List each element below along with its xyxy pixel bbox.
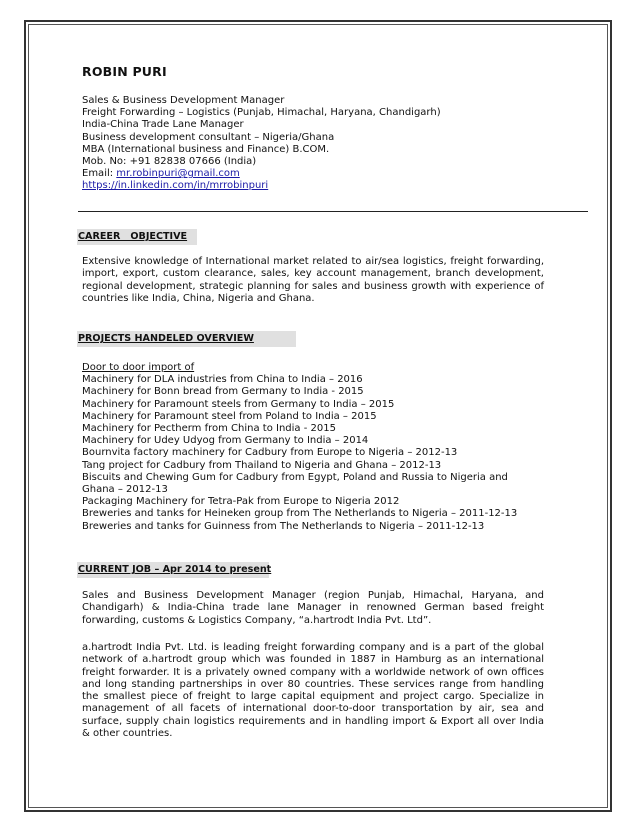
candidate-name: ROBIN PURI (82, 64, 167, 79)
education-line: MBA (International business and Finance) B.COM. (82, 143, 330, 155)
header-divider (78, 211, 588, 212)
company-description: a.hartrodt India Pvt. Ltd. is leading freight forwarding company and is a part of the global network of a.hartrodt group which was founded in 1887 in Hamburg as an international freight forwarder. It is a privately owned company with a worldwide network of own offices and long standing partnerships in over 80 countries. These services range from handling the smallest piece of freight to large capital equipment and project cargo. Specialize in management of all facets of international door-to-door transportation by air, sea and surface, supply chain logistics requirements and in handling import & Export all over India & other countries. (82, 642, 544, 740)
job-title: Sales & Business Development Manager (82, 95, 285, 106)
freight-line: Freight Forwarding – Logistics (Punjab, Himachal, Haryana, Chandigarh) (82, 107, 441, 119)
consultant-line: Business development consultant – Nigeria/Ghana (82, 131, 335, 143)
email-link[interactable]: mr.robinpuri@gmail.com (116, 168, 240, 180)
list-item: Machinery for Pectherm from China to India - 2015 (82, 423, 336, 435)
linkedin-link[interactable]: https://in.linkedin.com/in/mrrobinpuri (82, 180, 269, 192)
career-objective-heading-text: CAREER OBJECTIVE (78, 231, 188, 242)
contact-block (82, 95, 441, 193)
projects-intro: Door to door import of (82, 362, 195, 373)
career-objective-text: Extensive knowledge of International market related to air/sea logistics, freight forwarding, import, export, custom clearance, sales, key account management, branch development, regional development, strategic planning for sales and business growth with experience of countries like India, China, Nigeria and Ghana. (82, 256, 544, 304)
list-item: Bournvita factory machinery for Cadbury from Europe to Nigeria – 2012-13 (82, 447, 458, 459)
list-item: Machinery for Udey Udyog from Germany to India – 2014 (82, 435, 369, 447)
list-item: Machinery for Bonn bread from Germany to India - 2015 (82, 386, 364, 398)
current-job-heading-text: CURRENT JOB – Apr 2014 to present (78, 564, 272, 575)
current-job-heading (77, 562, 272, 578)
list-item: Machinery for DLA industries from China to India – 2016 (82, 374, 363, 386)
list-item: Breweries and tanks for Guinness from The Netherlands to Nigeria – 2011-12-13 (82, 520, 485, 532)
mobile-line: Mob. No: +91 82838 07666 (India) (82, 156, 257, 168)
email-label: Email: (82, 168, 117, 180)
list-item: Breweries and tanks for Heineken group from The Netherlands to Nigeria – 2011-12-13 (82, 508, 518, 520)
career-objective-heading (77, 229, 197, 245)
list-item: Packaging Machinery for Tetra-Pak from Europe to Nigeria 2012 (82, 496, 400, 508)
email-line (82, 168, 441, 180)
list-item: Tang project for Cadbury from Thailand to Nigeria and Ghana – 2012-13 (82, 459, 442, 471)
projects-heading-text: PROJECTS HANDELED OVERVIEW (78, 333, 254, 344)
current-job-intro: Sales and Business Development Manager (region Punjab, Himachal, Haryana, and Chandigarh) & India-China trade lane Manager in renowned German based freight forwarding, customs & Logistics Company, “a.hartrodt India Pvt. Ltd”. (82, 590, 544, 626)
list-item: Ghana – 2012-13 (82, 484, 168, 496)
list-item: Machinery for Paramount steels from Germany to India – 2015 (82, 398, 395, 410)
projects-heading (77, 331, 296, 347)
trade-lane-line: India-China Trade Lane Manager (82, 119, 244, 131)
list-item: Machinery for Paramount steel from Poland to India – 2015 (82, 410, 377, 422)
list-item: Biscuits and Chewing Gum for Cadbury from Egypt, Poland and Russia to Nigeria and (82, 471, 508, 483)
projects-list (82, 362, 544, 533)
